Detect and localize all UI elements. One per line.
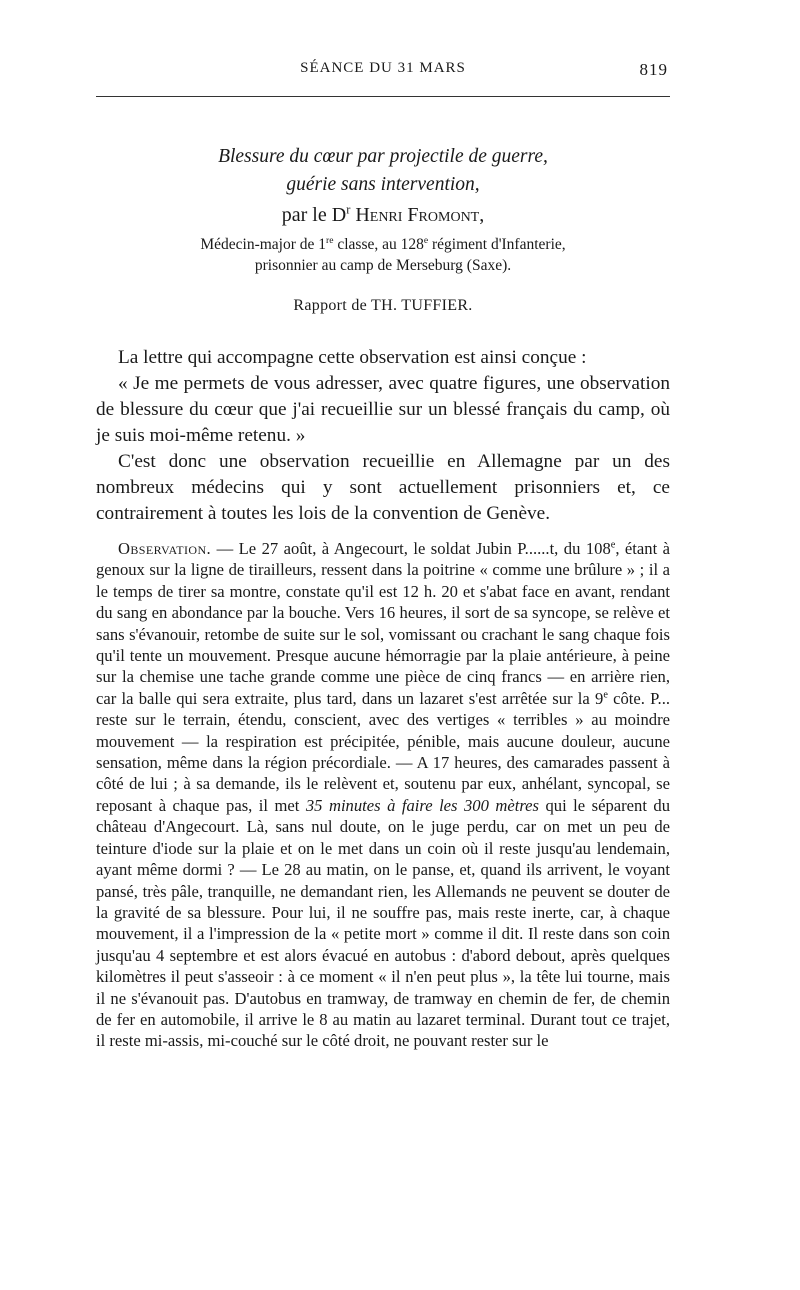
article-title-line-1: Blessure du cœur par projectile de guerre,	[218, 146, 548, 167]
byline-prefix: par le D	[281, 204, 347, 226]
affiliation-sup-1: re	[326, 234, 334, 246]
affiliation-text-c: régiment d'Infanterie,	[428, 236, 566, 253]
affiliation-sup-2: e	[423, 234, 429, 246]
page-number: 819	[639, 60, 668, 79]
observation-text-3: côte. P... reste sur le terrain, étendu, conscient, avec des vertiges « terribles » au moindre mouvement — la respiration est précipitée, pénible, mais aucune douleur, aucune sensation, même dans la région précordiale. — A 17 heures, des camarades passent à côté de lui ; à sa demande, ils le relèvent et, soutenu par eux, anhélant, syncopal, se reposant à chaque pas, il met	[96, 688, 670, 815]
observation-sup-1: e	[610, 539, 616, 551]
observation-text-2: , étant à genoux sur la ligne de tirailleurs, ressent dans la poitrine « comme une brûlure » ; il a le temps de tirer sa montre, constate qu'il est 12 h. 20 et s'abat face en avant, rendant du sang en abondance par la bouche. Vers 16 heures, il sort de sa syncope, se relève et sans s'évanouir, retombe de suite sur le sol, vomissant ou crachant le sang chaque fois qu'il tente un mouvement. Presque aucune hémorragie par la plaie antérieure, à peine sur la chemise une tache grande comme une pièce de cinq francs — en arrière rien, car la balle qui sera extraite, plus tard, dans un lazaret s'est arrêtée sur la 9	[96, 539, 671, 708]
intro-paragraph-1: La lettre qui accompagne cette observation est ainsi conçue :	[118, 347, 587, 368]
observation-text-1: — Le 27 août, à Angecourt, le soldat Jubin P......t, du 108	[211, 539, 611, 558]
intro-text	[96, 345, 670, 527]
running-title: SÉANCE DU 31 MARS	[300, 60, 466, 76]
intro-paragraph-3: C'est donc une observation recueillie en Allemagne par un des nombreux médecins qui y sont actuellement prisonniers et, ce contrairement à toutes les lois de la convention de Genève.	[96, 451, 670, 524]
observation-sup-2: e	[603, 689, 608, 701]
byline	[96, 201, 670, 229]
observation-paragraph	[96, 538, 670, 1052]
affiliation	[96, 234, 670, 276]
intro-paragraph-2: « Je me permets de vous adresser, avec quatre figures, une observation de blessure du cœur que j'ai recueillie sur un blessé français du camp, où je suis moi-même retenu. »	[96, 373, 670, 446]
byline-superscript: r	[346, 202, 351, 217]
running-header	[96, 60, 670, 84]
affiliation-line-1	[96, 234, 670, 255]
header-rule	[96, 96, 670, 97]
observation-emphasis: 35 minutes à faire les 300 mètres	[305, 795, 539, 815]
affiliation-line-2: prisonnier au camp de Merseburg (Saxe).	[254, 257, 512, 274]
author-name: Henri Fromont,	[355, 204, 485, 226]
article-title	[96, 143, 670, 199]
affiliation-text-b: classe, au 128	[333, 236, 424, 253]
affiliation-text-a: Médecin-major de 1	[200, 236, 327, 253]
report-line: Rapport de TH. TUFFIER.	[293, 297, 473, 314]
observation-text-4: qui le séparent du château d'Angecourt. Là, sans nul doute, on le juge perdu, car on met un peu de teinture d'iode sur la plaie et on le met dans un coin où il reste jusqu'au lendemain, ayant même dormi ? — Le 28 au matin, on le panse, et, quand ils arrivent, le voyant pansé, très pâle, tranquille, ne demandant rien, les Allemands ne peuvent se douter de la gravité de sa blessure. Pour lui, il ne souffre pas, mais reste inerte, car, à chaque mouvement, il a l'impression de la « petite mort » comme il dit. Il reste dans son coin jusqu'au 4 septembre et est alors évacué en autobus : d'abord debout, après quelques kilomètres il peut s'asseoir : à ce moment « il n'en peut plus », la tête lui tourne, mais il ne s'évanouit pas. D'autobus en tramway, de tramway en chemin de fer, de chemin de fer en automobile, il arrive le 8 au matin au lazaret terminal. Durant tout ce trajet, il reste mi-assis, mi-couché sur le côté droit, ne pouvant rester sur le	[96, 795, 671, 1051]
article-title-line-2: guérie sans intervention,	[286, 174, 480, 195]
observation-text	[96, 538, 670, 1052]
observation-lead: Observation.	[118, 539, 212, 558]
